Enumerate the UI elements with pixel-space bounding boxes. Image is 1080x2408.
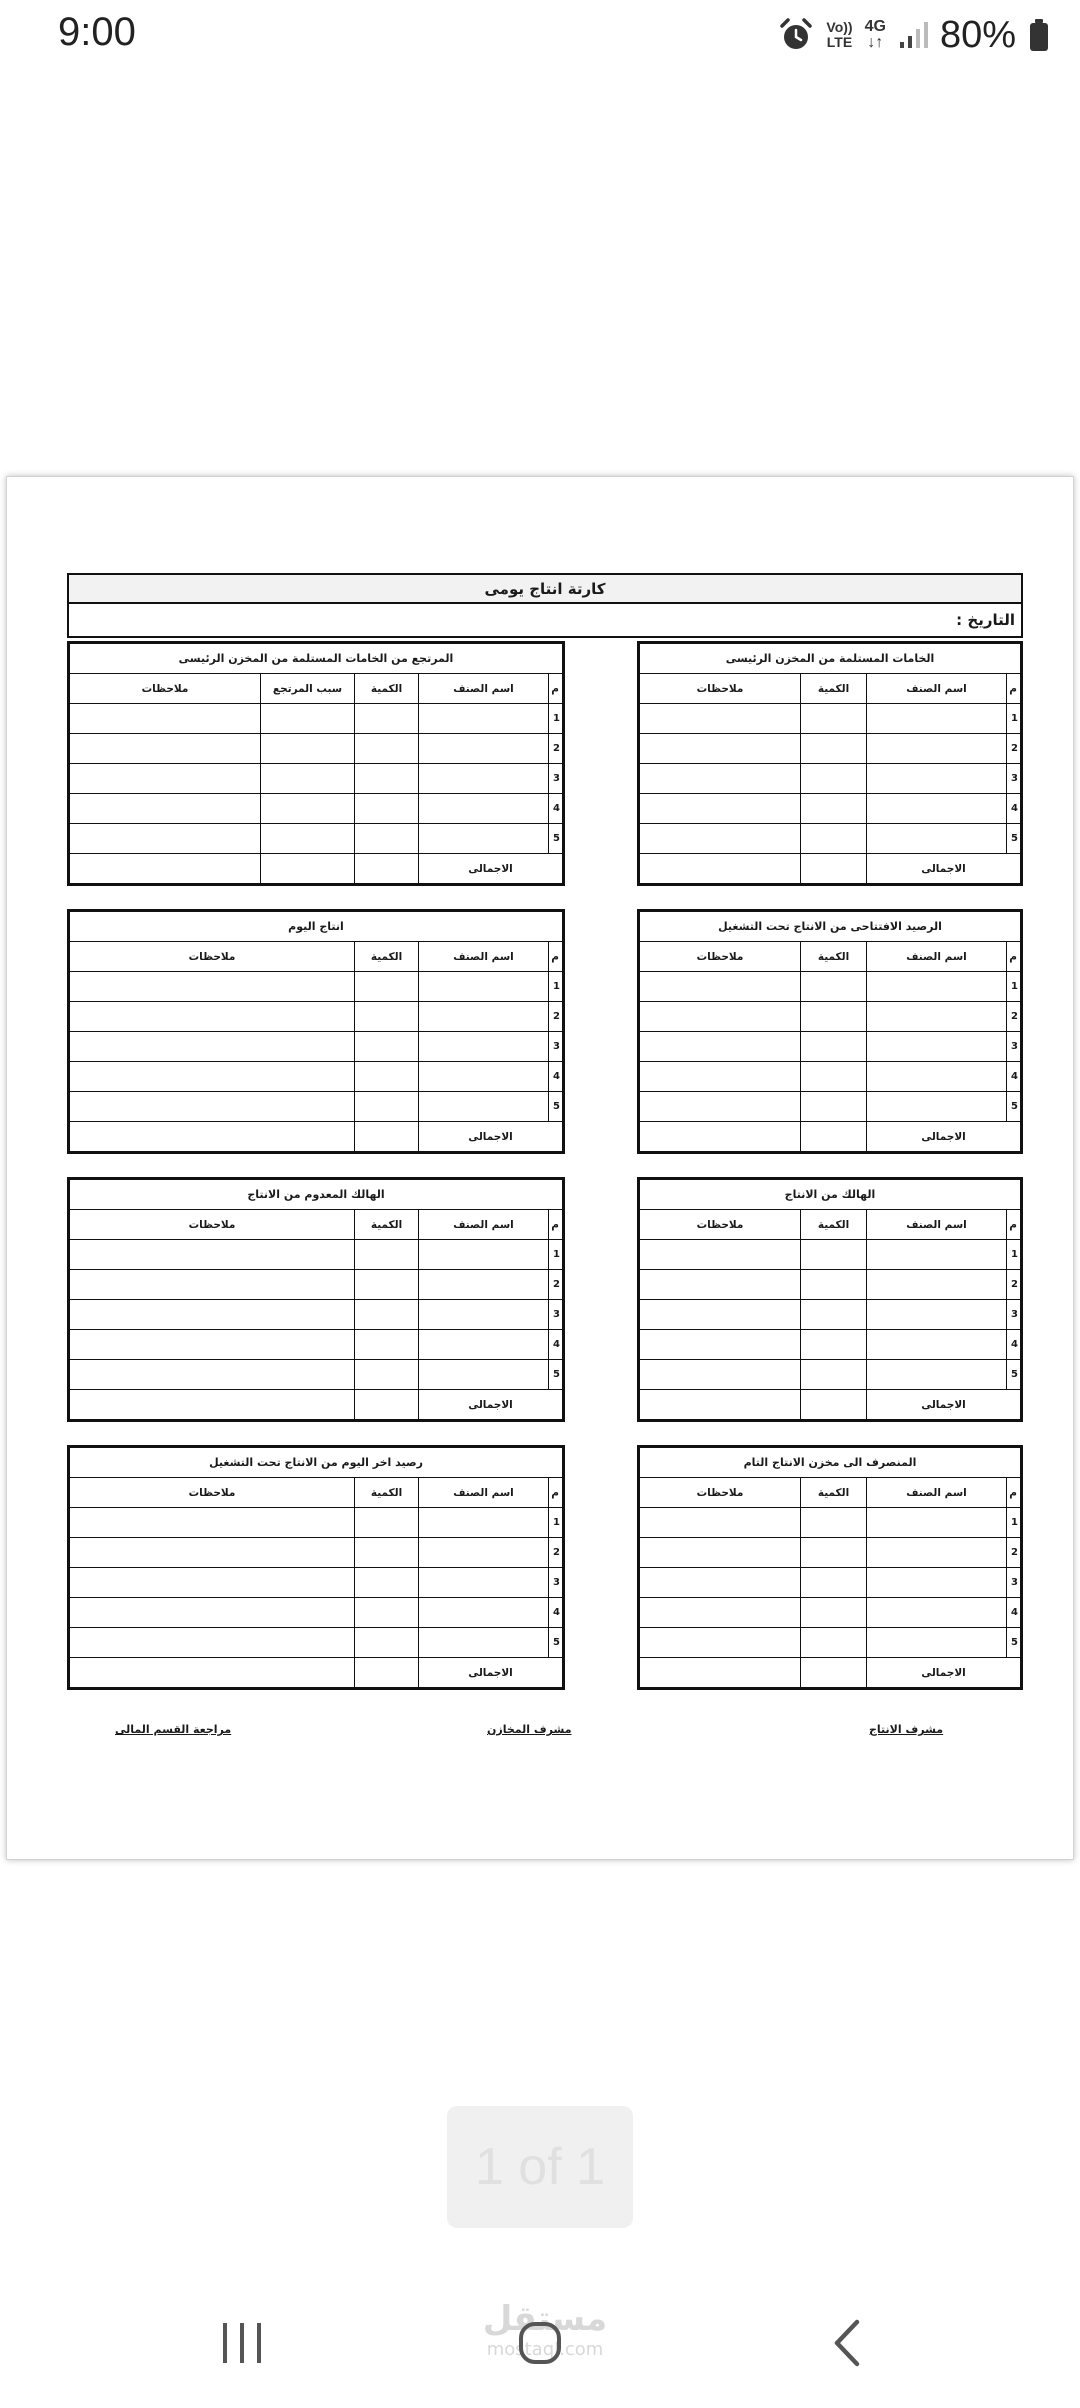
back-button[interactable] <box>806 2300 886 2390</box>
volte-icon <box>826 20 852 50</box>
row-number: 1 <box>1007 972 1021 1002</box>
col-quantity: الكمية <box>355 1210 419 1240</box>
net-bottom: ↓↑ <box>867 34 884 51</box>
col-index: م <box>549 1478 563 1508</box>
table-title: رصيد اخر اليوم من الانتاج تحت التشغيل <box>70 1448 563 1478</box>
col-notes: ملاحظات <box>640 1478 801 1508</box>
table-closing-balance-wip <box>67 1445 565 1690</box>
row-number: 2 <box>549 734 563 764</box>
row-number: 1 <box>549 1240 563 1270</box>
row-number: 5 <box>1007 1628 1021 1658</box>
col-index: م <box>549 674 563 704</box>
table-opening-balance-wip <box>637 909 1023 1154</box>
col-quantity: الكمية <box>801 1478 867 1508</box>
document-title: كارتة انتاج يومى <box>67 573 1023 604</box>
row-number: 5 <box>1007 824 1021 854</box>
col-notes: ملاحظات <box>70 1210 355 1240</box>
col-index: م <box>549 942 563 972</box>
table-today-production <box>67 909 565 1154</box>
row-number: 3 <box>549 1300 563 1330</box>
row-number: 4 <box>549 794 563 824</box>
volte-bottom: LTE <box>826 34 853 50</box>
table-production-lost-scrap <box>67 1177 565 1422</box>
col-index: م <box>1007 942 1021 972</box>
table-title: الهالك من الانتاج <box>640 1180 1021 1210</box>
home-button[interactable] <box>500 2300 580 2390</box>
total-label: الاجمالى <box>867 854 1021 884</box>
total-label: الاجمالى <box>419 854 563 884</box>
recent-apps-icon <box>219 2321 265 2369</box>
col-notes: ملاحظات <box>640 674 801 704</box>
recent-apps-button[interactable] <box>202 2300 282 2390</box>
row-number: 4 <box>549 1598 563 1628</box>
row-number: 2 <box>1007 1270 1021 1300</box>
row-number: 3 <box>1007 764 1021 794</box>
col-quantity: الكمية <box>801 674 867 704</box>
total-label: الاجمالى <box>867 1390 1021 1420</box>
col-index: م <box>549 1210 563 1240</box>
4g-icon <box>865 19 886 51</box>
table-title: الهالك المعدوم من الانتاج <box>70 1180 563 1210</box>
document-page[interactable] <box>6 476 1074 1860</box>
net-top: 4G <box>864 18 886 35</box>
row-number: 4 <box>1007 1598 1021 1628</box>
table-title: الرصيد الافتتاحى من الانتاج تحت التشغيل <box>640 912 1021 942</box>
col-item-name: اسم الصنف <box>867 1478 1007 1508</box>
row-number: 5 <box>549 1628 563 1658</box>
row-number: 3 <box>549 764 563 794</box>
table-issued-to-finished-store <box>637 1445 1023 1690</box>
col-index: م <box>1007 674 1021 704</box>
row-number: 2 <box>1007 1538 1021 1568</box>
row-number: 3 <box>549 1568 563 1598</box>
row-number: 5 <box>549 1092 563 1122</box>
row-number: 1 <box>1007 1508 1021 1538</box>
col-item-name: اسم الصنف <box>419 1478 549 1508</box>
navigation-bar <box>0 2280 1080 2408</box>
row-number: 4 <box>1007 1062 1021 1092</box>
status-icons <box>778 12 1050 58</box>
col-quantity: الكمية <box>801 1210 867 1240</box>
col-quantity: الكمية <box>355 942 419 972</box>
signature-finance-review: مراجعة القسم المالى <box>115 1723 232 1736</box>
col-item-name: اسم الصنف <box>867 674 1007 704</box>
table-title: انتاج اليوم <box>70 912 563 942</box>
col-item-name: اسم الصنف <box>419 1210 549 1240</box>
col-return-reason: سبب المرتجع <box>261 674 355 704</box>
total-label: الاجمالى <box>867 1122 1021 1152</box>
row-number: 3 <box>549 1032 563 1062</box>
volte-top: Vo)) <box>826 19 853 35</box>
row-number: 5 <box>1007 1360 1021 1390</box>
status-time: 9:00 <box>58 10 136 54</box>
battery-percentage: 80% <box>939 13 1016 56</box>
col-item-name: اسم الصنف <box>419 674 549 704</box>
col-item-name: اسم الصنف <box>419 942 549 972</box>
watermark-arabic: مستقل <box>482 2299 608 2339</box>
table-returned-raw-materials <box>67 641 565 886</box>
row-number: 2 <box>549 1538 563 1568</box>
col-notes: ملاحظات <box>70 942 355 972</box>
battery-icon <box>1028 17 1050 53</box>
page-counter: 1 of 1 <box>447 2106 633 2228</box>
status-bar <box>0 0 1080 70</box>
col-item-name: اسم الصنف <box>867 942 1007 972</box>
row-number: 1 <box>549 1508 563 1538</box>
total-label: الاجمالى <box>867 1658 1021 1688</box>
row-number: 5 <box>549 1360 563 1390</box>
col-quantity: الكمية <box>355 674 419 704</box>
row-number: 2 <box>549 1270 563 1300</box>
row-number: 5 <box>549 824 563 854</box>
row-number: 3 <box>1007 1568 1021 1598</box>
row-number: 1 <box>549 704 563 734</box>
row-number: 4 <box>549 1330 563 1360</box>
row-number: 4 <box>549 1062 563 1092</box>
table-title: المرتجع من الخامات المستلمة من المخزن الرئيسى <box>70 644 563 674</box>
row-number: 2 <box>549 1002 563 1032</box>
table-title: الخامات المستلمة من المخزن الرئيسى <box>640 644 1021 674</box>
alarm-icon <box>778 17 814 53</box>
row-number: 2 <box>1007 734 1021 764</box>
total-label: الاجمالى <box>419 1658 563 1688</box>
date-field: التاريخ : <box>67 602 1023 638</box>
total-label: الاجمالى <box>419 1390 563 1420</box>
total-label: الاجمالى <box>419 1122 563 1152</box>
row-number: 5 <box>1007 1092 1021 1122</box>
row-number: 3 <box>1007 1300 1021 1330</box>
table-received-raw-materials <box>637 641 1023 886</box>
signal-icon <box>898 20 928 50</box>
row-number: 2 <box>1007 1002 1021 1032</box>
table-title: المنصرف الى مخزن الانتاج التام <box>640 1448 1021 1478</box>
col-index: م <box>1007 1210 1021 1240</box>
row-number: 3 <box>1007 1032 1021 1062</box>
back-icon <box>829 2318 863 2372</box>
col-notes: ملاحظات <box>640 942 801 972</box>
col-index: م <box>1007 1478 1021 1508</box>
signature-stores-supervisor: مشرف المخازن <box>487 1723 572 1736</box>
row-number: 4 <box>1007 1330 1021 1360</box>
col-quantity: الكمية <box>355 1478 419 1508</box>
row-number: 4 <box>1007 794 1021 824</box>
row-number: 1 <box>549 972 563 1002</box>
col-notes: ملاحظات <box>70 1478 355 1508</box>
table-production-scrap <box>637 1177 1023 1422</box>
col-quantity: الكمية <box>801 942 867 972</box>
signature-production-supervisor: مشرف الانتاج <box>869 1723 944 1736</box>
col-notes: ملاحظات <box>640 1210 801 1240</box>
home-icon <box>517 2320 563 2370</box>
col-item-name: اسم الصنف <box>867 1210 1007 1240</box>
col-notes: ملاحظات <box>70 674 261 704</box>
watermark-latin: mostaql.com <box>486 2339 604 2360</box>
row-number: 1 <box>1007 704 1021 734</box>
row-number: 1 <box>1007 1240 1021 1270</box>
